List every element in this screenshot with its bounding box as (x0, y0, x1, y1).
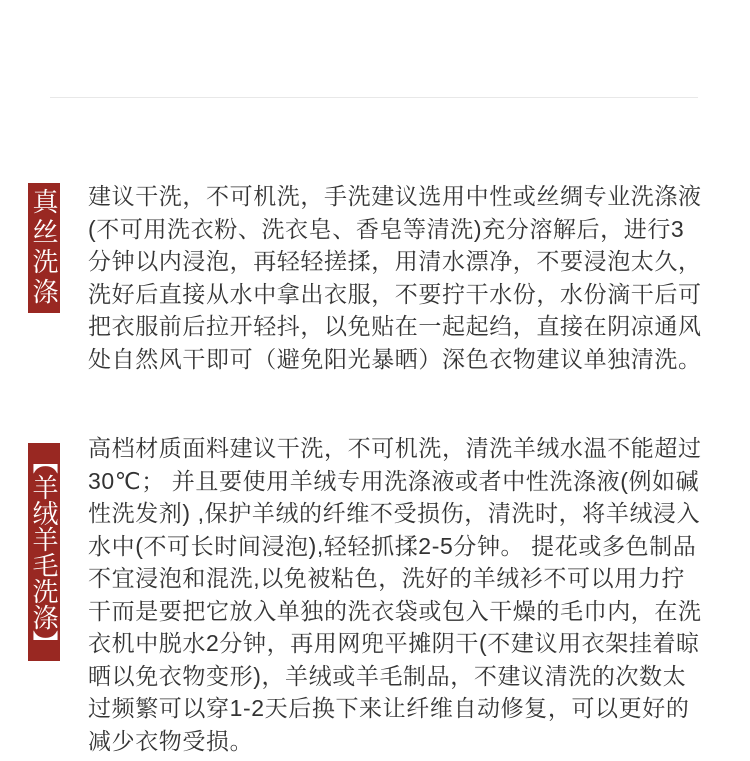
cashmere-wool-wash-label: 【羊绒羊毛洗涤】 (28, 443, 60, 661)
care-section-silk (28, 180, 706, 375)
top-divider (50, 97, 698, 98)
cashmere-wool-wash-instructions: 高档材质面料建议干洗，不可机洗，清洗羊绒水温不能超过30℃； 并且要使用羊绒专用洗涤液或者中性洗涤液(例如碱性洗发剂) ,保护羊绒的纤维不受损伤，清洗时，将羊绒浸入水中(不可长时间浸泡),轻轻抓揉2-5分钟。 提花或多色制品不宜浸泡和混洗,以免被粘色，洗好的羊绒衫不可以用力拧干而是要把它放入单独的洗衣袋或包入干燥的毛巾内，在洗衣机中脱水2分钟，再用网兜平摊阴干(不建议用衣架挂着晾晒以免衣物变形)，羊绒或羊毛制品，不建议清洗的次数太过频繁可以穿1-2天后换下来让纤维自动修复，可以更好的减少衣物受损。 (88, 435, 702, 754)
care-section-cashmere-wool (28, 432, 706, 757)
silk-wash-instructions: 建议干洗，不可机洗，手洗建议选用中性或丝绸专业洗涤液(不可用洗衣粉、洗衣皂、香皂等清洗)充分溶解后，进行3分钟以内浸泡，再轻轻搓揉，用清水漂净，不要浸泡太久，洗好后直接从水中拿出衣服，不要拧干水份，水份滴干后可把衣服前后拉开轻抖，以免贴在一起起绉，直接在阴凉通风处自然风干即可（避免阳光暴晒）深色衣物建议单独清洗。 (88, 183, 702, 372)
silk-wash-label: 真丝洗涤 (28, 183, 60, 313)
